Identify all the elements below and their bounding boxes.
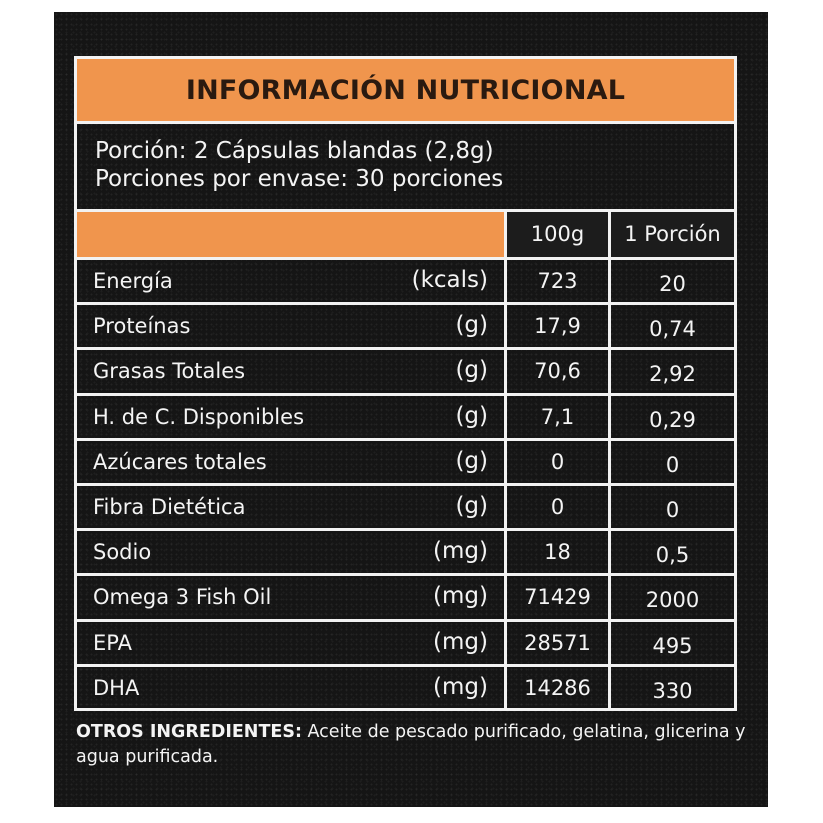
value-per-portion: 20 [659,272,686,296]
value-per-portion: 0,29 [649,408,696,432]
table-row [77,664,734,709]
table-row [77,438,734,483]
value-per-100g: 18 [544,540,571,564]
other-ingredients-label: OTROS INGREDIENTES: [76,722,302,742]
table-row [77,573,734,619]
header-blank-cell [77,212,504,257]
value-per-100g: 723 [537,269,578,293]
nutrient-label: Fibra Dietética [93,495,246,519]
other-ingredients-text: Aceite de pescado purificado, gelatina, glicerina y agua purificada. [76,722,746,767]
table-row [77,302,734,347]
value-per-100g: 0 [550,495,565,519]
nutrient-unit: (g) [455,312,488,338]
nutrient-unit: (mg) [433,674,488,700]
value-per-portion: 0 [665,453,680,477]
servings-per-container: Porciones por envase: 30 porciones [95,166,504,192]
nutrient-unit: (g) [455,403,488,429]
title-bar [77,59,734,124]
col-header-100g: 100g [530,222,585,246]
value-per-portion: 0,74 [649,317,696,341]
serving-info [95,137,503,193]
nutrient-label: Grasas Totales [93,359,246,383]
value-per-portion: 2000 [645,588,700,612]
value-per-100g: 71429 [524,585,591,609]
value-per-portion: 330 [652,679,693,703]
nutrient-label: H. de C. Disponibles [93,405,305,429]
other-ingredients [76,720,756,770]
nutrient-label: EPA [93,631,132,655]
nutrient-unit: (mg) [433,538,488,564]
panel-title: INFORMACIÓN NUTRICIONAL [185,74,626,106]
value-per-100g: 28571 [524,631,591,655]
nutrient-unit: (g) [455,493,488,519]
value-per-100g: 70,6 [534,359,581,383]
table-row [77,393,734,438]
nutrient-label: Proteínas [93,314,191,338]
value-per-100g: 0 [550,450,565,474]
value-per-100g: 17,9 [534,314,581,338]
nutrient-unit: (kcals) [411,267,488,293]
nutrient-label: DHA [93,676,140,700]
value-per-portion: 2,92 [649,362,696,386]
value-per-100g: 7,1 [540,405,575,429]
table-header-row [77,209,734,257]
nutrition-panel [74,56,737,711]
nutrient-label: Energía [93,269,173,293]
table-row [77,528,734,573]
portion-size: Porción: 2 Cápsulas blandas (2,8g) [95,138,494,164]
table-row [77,257,734,302]
nutrient-unit: (g) [455,357,488,383]
nutrient-unit: (g) [455,448,488,474]
value-per-portion: 495 [652,634,693,658]
table-row [77,347,734,393]
col-header-portion: 1 Porción [624,222,721,246]
nutrient-label: Omega 3 Fish Oil [93,585,272,609]
value-per-portion: 0 [665,498,680,522]
table-row [77,619,734,664]
nutrient-unit: (mg) [433,629,488,655]
value-per-portion: 0,5 [655,543,690,567]
nutrient-unit: (mg) [433,583,488,609]
value-per-100g: 14286 [524,676,591,700]
table-row [77,483,734,528]
nutrient-label: Azúcares totales [93,450,267,474]
nutrient-label: Sodio [93,540,152,564]
